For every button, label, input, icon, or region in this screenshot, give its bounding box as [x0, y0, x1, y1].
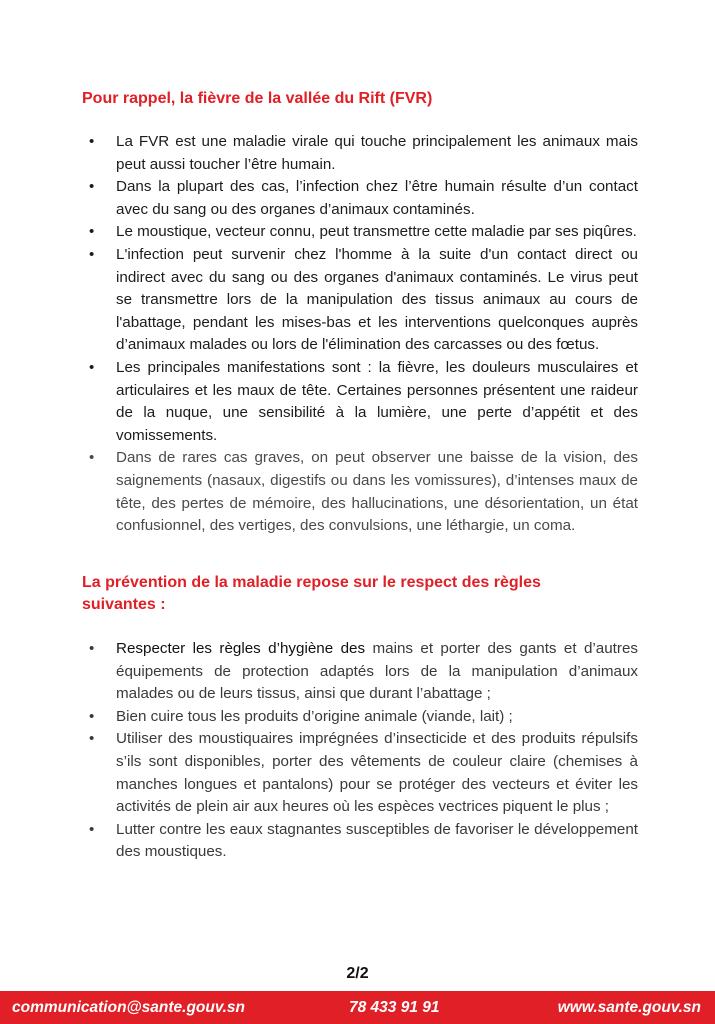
- footer-website: www.sante.gouv.sn: [557, 999, 701, 1016]
- list-item: • Les principales manifestations sont : la fièvre, les douleurs musculaires et articulaires et les maux de tête. Certaines personnes présentent une raideur de la nuque, une sensibilité à la lumière, une perte d’appétit et des vomissements.: [89, 358, 638, 444]
- bullet-icon: •: [89, 707, 95, 725]
- bullet-icon: •: [89, 640, 95, 657]
- list-item: • La FVR est une maladie virale qui touche principalement les animaux mais peut aussi toucher l’être humain.: [89, 133, 638, 173]
- section-heading-prevention: La prévention de la maladie repose sur le respect des règles suivantes :: [82, 574, 541, 613]
- bullet-icon: •: [89, 223, 95, 241]
- list-item: • Le moustique, vecteur connu, peut transmettre cette maladie par ses piqûres.: [82, 221, 638, 244]
- list-item: • L'infection peut survenir chez l'homme à la suite d'un contact direct ou indirect avec du sang ou des organes d'animaux contaminés. Le virus peut se transmettre lors de la manipulation des tissus animaux au cours de l'abattage, pendant les mises-bas et les interventions quelconques auprès d’animaux malades ou lors de l'élimination des carcasses ou des fœtus.: [89, 245, 638, 354]
- bullet-icon: •: [89, 178, 95, 196]
- footer-bar: [0, 991, 715, 1024]
- footer-phone: 78 433 91 91: [349, 999, 440, 1016]
- list-item: • Utiliser des moustiquaires imprégnées d’insecticide et des produits répulsifs s’ils sont disponibles, porter des vêtements de couleur claire (chemises à manches longues et pantalons) pour se protéger des vecteurs et éviter les activités de plein air aux heures où les espèces vectrices piquent le plus ;: [89, 730, 638, 816]
- bullet-icon: •: [89, 449, 95, 467]
- list-item: • Dans la plupart des cas, l’infection chez l’être humain résulte d’un contact avec du sang ou des organes d’animaux contaminés.: [89, 178, 638, 218]
- section-heading-rvf-reminder: Pour rappel, la fièvre de la vallée du Rift (FVR): [82, 90, 433, 107]
- prevention-rules-list: [82, 638, 638, 864]
- list-item: • Respecter les règles d’hygiène des mains et porter des gants et d’autres équipements de protection adaptés lors de la manipulation d’animaux malades ou de leurs tissus, ainsi que durant l’abattage ;: [89, 640, 638, 703]
- rvf-facts-list: [82, 131, 638, 538]
- list-item: • Dans de rares cas graves, on peut observer une baisse de la vision, des saignements (nasaux, digestifs ou dans les vomissures), d’intenses maux de tête, des pertes de mémoire, des hallucinations, une désorientation, un état confusionnel, des vertiges, des convulsions, une léthargie, un coma.: [89, 449, 638, 535]
- bullet-icon: •: [89, 820, 95, 838]
- bullet-icon: •: [89, 358, 95, 376]
- bullet-icon: •: [89, 245, 95, 263]
- bullet-icon: •: [89, 730, 95, 748]
- footer-email: communication@sante.gouv.sn: [12, 999, 246, 1016]
- list-item: • Lutter contre les eaux stagnantes susceptibles de favoriser le développement des moustiques.: [89, 820, 638, 861]
- list-item: • Bien cuire tous les produits d’origine animale (viande, lait) ;: [82, 706, 638, 729]
- page-number: 2/2: [346, 965, 369, 982]
- bullet-icon: •: [89, 133, 95, 150]
